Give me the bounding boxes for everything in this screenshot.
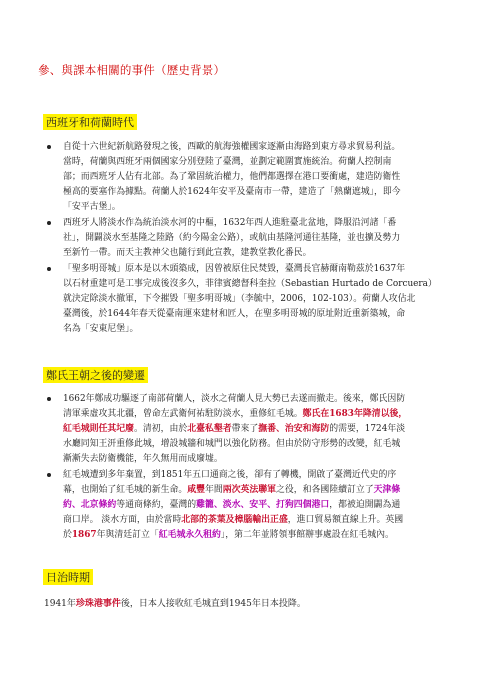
highlight-red: 兩次英法聯軍 xyxy=(222,485,276,495)
section-title-spanish-dutch: 西班牙和荷蘭時代 xyxy=(43,114,137,130)
highlight-red: 紅毛城則任其圮廢 xyxy=(63,424,134,434)
text-line xyxy=(63,483,459,498)
highlight-red: 1867 xyxy=(71,530,97,540)
text-span: 商口岸。 淡水方面，由於當時 xyxy=(63,515,182,525)
text-line xyxy=(63,513,459,528)
text-line: 至新竹一帶。而天主教神父也隨行到此宣教，建教堂教化番民。 xyxy=(63,248,312,258)
bullet-icon xyxy=(47,397,51,401)
text-span: 年與清廷訂立「 xyxy=(96,530,159,540)
text-span: 清軍乘虛攻其北疆，曾命左武衛何祐駐防淡水，重修紅毛城。 xyxy=(63,409,303,419)
list-item xyxy=(44,216,459,261)
section-title-zheng: 鄭氏王朝之後的變遷 xyxy=(43,367,148,383)
text-span: 等通商條約，臺灣的 xyxy=(116,500,197,510)
text-line: 就決定除淡水撤軍，下令摧毀「聖多明哥城」（李毓中，2006，102-103）。荷蘭人攻佔北 xyxy=(63,294,416,304)
list-item xyxy=(44,262,459,337)
highlight-purple: 天津條 xyxy=(373,485,401,495)
text-line: 漸漸失去防衛機能，年久無用而成廢墟。 xyxy=(63,454,223,464)
japanese-text xyxy=(44,597,306,612)
list-item xyxy=(44,468,459,543)
text-span: 的需要，1724年淡 xyxy=(329,424,406,434)
text-span: ，進口貿易額直線上升。英國 xyxy=(287,515,404,525)
text-line xyxy=(63,498,459,513)
text-line: 西班牙人將淡水作為統治淡水河的中樞，1632年西人進駐臺北盆地，降服沿河諸「番 xyxy=(63,218,397,228)
text-line: 自從十六世紀新航路發現之後，西歐的航海強權國家逐漸由海路到東方尋求貿易利益。 xyxy=(63,142,401,152)
text-line: 社」，開闢淡水至基隆之陸路（約今陽金公路），或航由基隆河通往基隆，並也擴及勢力 xyxy=(63,233,401,243)
text-line: 名為「安東尼堡」。 xyxy=(63,324,139,334)
text-span: 於 xyxy=(63,530,72,540)
text-line xyxy=(63,422,459,437)
text-line: 「安平古堡」。 xyxy=(63,202,121,212)
section-title-japanese: 日治時期 xyxy=(43,569,93,585)
bullet-icon xyxy=(47,145,51,149)
text-span: ，都被迫開闢為通 xyxy=(329,500,401,510)
text-span: 1941年 xyxy=(44,599,76,609)
text-line xyxy=(63,528,459,543)
highlight-red: 珍珠港事件 xyxy=(75,599,121,609)
highlight-red: 撫番、治安和海防 xyxy=(258,424,330,434)
text-span: 後，日本人接收紅毛城直到1945年日本投降。 xyxy=(120,599,306,609)
text-span: 幕，也開始了紅毛城的新生命。 xyxy=(63,485,188,495)
bullet-icon xyxy=(47,473,51,477)
highlight-red: 北部的茶葉及樟腦輸出正盛 xyxy=(181,515,288,525)
text-line: 以石材重建可是工事完成後沒多久，菲律賓總督科奎拉（Sebastian Hurtado de Corcuera） xyxy=(63,279,437,289)
text-span: 帶來了 xyxy=(231,424,259,434)
highlight-purple: 雞籠、淡水、安平、打狗四個港口 xyxy=(196,500,330,510)
text-span: 」，第二年並將領事館辦事處設在紅毛城內。 xyxy=(220,530,394,540)
text-span: 年間 xyxy=(205,485,223,495)
text-line: 臺灣後，於1644年春天從臺南運來建材和匠人，在聖多明哥城的原址附近重新築城，命 xyxy=(63,309,406,319)
text-line: 當時，荷蘭與西班牙兩個國家分別登陸了臺灣，並劃定範圍實施統治。荷蘭人控制南 xyxy=(63,157,392,167)
bullet-icon xyxy=(47,267,51,271)
text-line: 1662年鄭成功驅逐了南部荷蘭人，淡水之荷蘭人見大勢已去遂而撤走。後來，鄭氏因防 xyxy=(63,394,406,404)
highlight-red: 咸豐 xyxy=(187,485,205,495)
spanish-dutch-list xyxy=(44,140,459,338)
highlight-red: 北臺私墾者 xyxy=(187,424,232,434)
highlight-purple: 紅毛城永久租約 xyxy=(158,530,221,540)
text-line: 紅毛城遭到多年棄置，到1851年五口通商之後，卻有了轉機，開啟了臺灣近代史的序 xyxy=(63,470,397,480)
highlight-purple: 約、北京條約 xyxy=(63,500,117,510)
list-item xyxy=(44,140,459,215)
text-line xyxy=(63,407,459,422)
text-line: 極高的要塞作為據點。荷蘭人於1624年安平及臺南市一帶，建造了「熱蘭遮城」，即今 xyxy=(63,187,401,197)
text-line: 部；而西班牙人佔有北部。為了鞏固統治權力，他們都選擇在港口要衝處，建造防衛性 xyxy=(63,172,401,182)
text-span: 之役，和各國陸續訂立了 xyxy=(276,485,374,495)
text-span: 。清初，由於 xyxy=(134,424,188,434)
list-item xyxy=(44,392,459,467)
text-line: 「聖多明哥城」原本是以木頭築成，因曾被原住民焚毀，臺灣長官赫爾南勒茲於1637年 xyxy=(63,264,406,274)
bullet-icon xyxy=(47,221,51,225)
zheng-list xyxy=(44,392,459,544)
highlight-red: 鄭氏在1683年降清以後， xyxy=(302,409,408,419)
text-line: 水廳同知王汧重修此城，增設城牆和城門以強化防務。但由於防守形勢的改變，紅毛城 xyxy=(63,439,401,449)
page-heading: 參、與課本相關的事件（歷史背景） xyxy=(38,63,226,77)
